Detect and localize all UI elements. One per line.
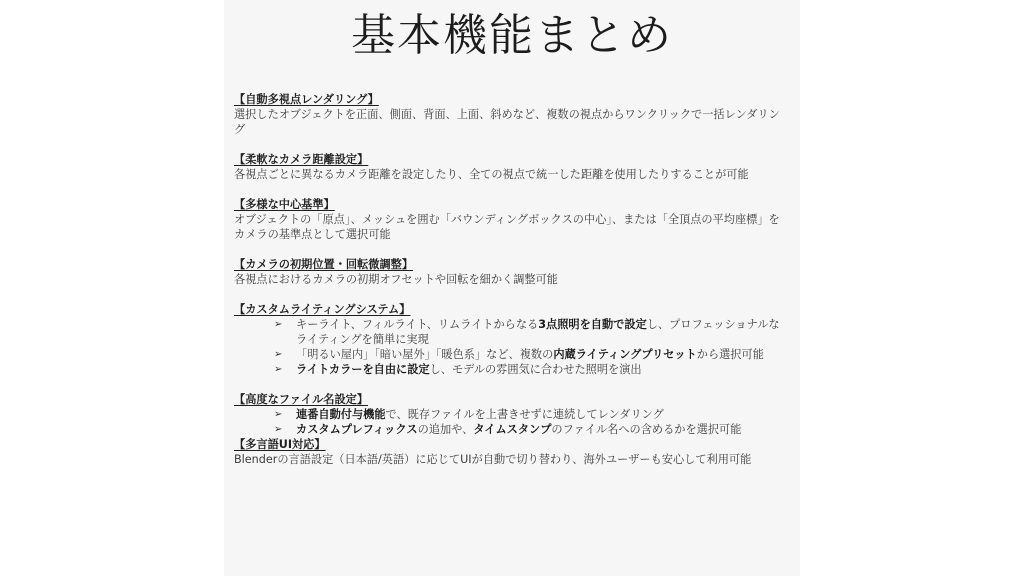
section-file-naming <box>234 392 790 437</box>
section-body: オブジェクトの「原点」、メッシュを囲む「バウンディングボックスの中心」、または「全頂点の平均座標」をカメラの基準点として選択可能 <box>234 213 780 241</box>
section-camera-offset <box>234 257 790 287</box>
section-body: 各視点におけるカメラの初期オフセットや回転を細かく調整可能 <box>234 273 558 286</box>
bullet-text-bold: タイムスタンプ <box>473 423 552 436</box>
section-multilingual-ui <box>234 437 790 467</box>
section-heading: 【多様な中心基準】 <box>234 198 335 211</box>
feature-list <box>234 92 790 482</box>
bullet-text: し、プロフェッショナルなライティングを簡単に実現 <box>296 318 780 346</box>
bullet-text-bold: 内蔵ライティングプリセット <box>553 348 697 361</box>
arrowhead-bullet-icon: ➢ <box>274 319 283 330</box>
bullet-text: キーライト、フィルライト、リムライトからなる <box>296 318 539 331</box>
section-body: 選択したオブジェクトを正面、側面、背面、上面、斜めなど、複数の視点からワンクリックで一括レンダリング <box>234 108 780 136</box>
arrowhead-bullet-icon: ➢ <box>274 409 283 420</box>
slide <box>224 0 800 576</box>
bullet-item <box>234 422 790 437</box>
bullet-item <box>234 362 790 377</box>
section-heading: 【多言語UI対応】 <box>234 438 326 451</box>
section-multi-view-render <box>234 92 790 137</box>
bullet-text: の追加や、 <box>417 423 474 436</box>
section-heading: 【柔軟なカメラ距離設定】 <box>234 153 369 166</box>
bullet-item <box>234 407 790 422</box>
bullet-list <box>234 317 790 377</box>
section-heading: 【カスタムライティングシステム】 <box>234 303 411 316</box>
section-heading: 【自動多視点レンダリング】 <box>234 93 379 106</box>
section-body: 各視点ごとに異なるカメラ距離を設定したり、全ての視点で統一した距離を使用したりすることが可能 <box>234 168 749 181</box>
section-camera-distance <box>234 152 790 182</box>
bullet-text: から選択可能 <box>696 348 764 361</box>
bullet-item <box>234 347 790 362</box>
section-heading: 【高度なファイル名設定】 <box>234 393 369 406</box>
bullet-text: 「明るい屋内」「暗い屋外」「暖色系」など、複数の <box>296 348 554 361</box>
bullet-item <box>234 317 790 347</box>
arrowhead-bullet-icon: ➢ <box>274 364 283 375</box>
bullet-text: のファイル名への含めるかを選択可能 <box>551 423 742 436</box>
section-custom-lighting <box>234 302 790 377</box>
bullet-list <box>234 407 790 437</box>
bullet-text-bold: 連番自動付与機能 <box>296 408 386 421</box>
section-body: Blenderの言語設定（日本語/英語）に応じてUIが自動で切り替わり、海外ユーザーも安心して利用可能 <box>234 453 752 466</box>
section-heading: 【カメラの初期位置・回転微調整】 <box>234 258 414 271</box>
section-center-reference <box>234 197 790 242</box>
arrowhead-bullet-icon: ➢ <box>274 424 283 435</box>
bullet-text: し、モデルの雰囲気に合わせた照明を演出 <box>429 363 642 376</box>
bullet-text-bold: カスタムプレフィックス <box>296 423 418 436</box>
bullet-text-bold: ライトカラーを自由に設定 <box>296 363 430 376</box>
slide-title: 基本機能まとめ <box>351 10 673 61</box>
bullet-text-bold: 3点照明を自動で設定 <box>538 318 647 331</box>
arrowhead-bullet-icon: ➢ <box>274 349 283 360</box>
bullet-text: で、既存ファイルを上書きせずに連続してレンダリング <box>385 408 664 421</box>
